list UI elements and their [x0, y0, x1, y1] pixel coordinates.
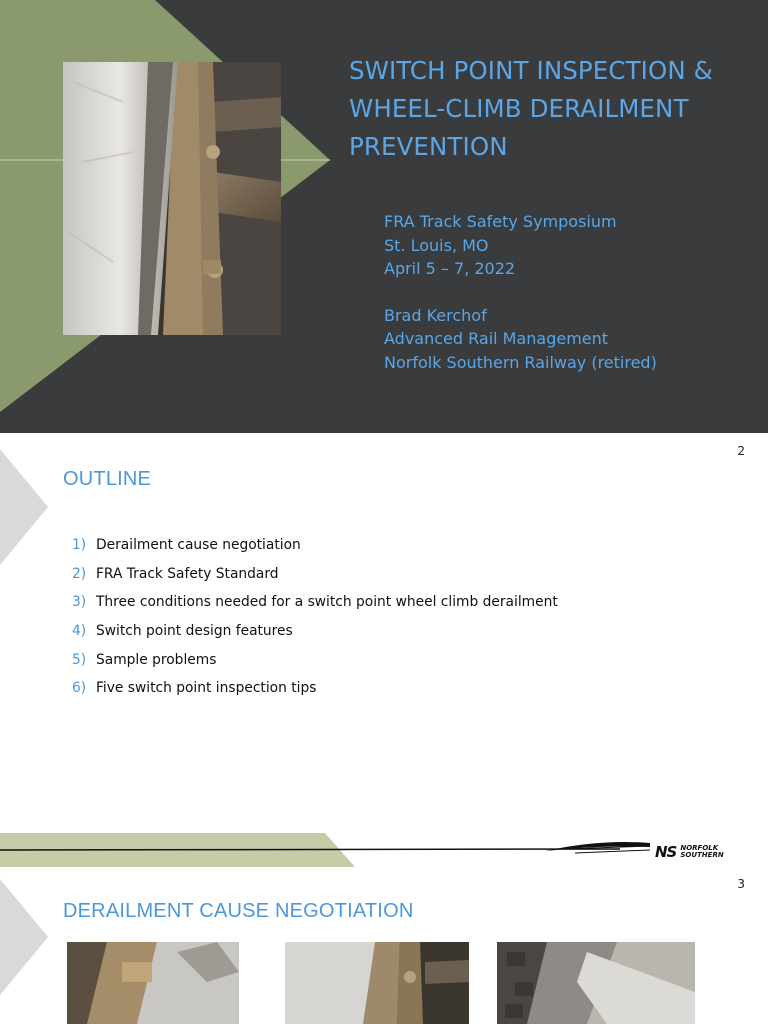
event-dates: April 5 – 7, 2022 — [384, 259, 516, 278]
presenter-name: Brad Kerchof — [384, 305, 487, 325]
logo-name-line-2: SOUTHERN — [680, 851, 724, 859]
grey-chevron-decoration — [0, 449, 50, 565]
title-line-1: SWITCH POINT INSPECTION & — [349, 56, 713, 85]
slide-heading: DERAILMENT CAUSE NEGOTIATION — [63, 900, 414, 922]
rail-switch-point-photo — [63, 62, 281, 335]
page-number: 3 — [737, 877, 745, 891]
logo-name-line-1: NORFOLK — [680, 844, 719, 852]
item-number: 6) — [72, 680, 87, 697]
event-location: St. Louis, MO — [384, 235, 489, 255]
item-number: 2) — [72, 565, 87, 582]
item-number: 4) — [72, 623, 87, 640]
page-number: 2 — [737, 444, 745, 458]
title-line-3: PREVENTION — [349, 132, 508, 161]
item-text: Derailment cause negotiation — [96, 537, 301, 553]
logo-mark: NS — [655, 843, 677, 861]
item-text: Five switch point inspection tips — [96, 680, 317, 697]
presenter-affiliation: Norfolk Southern Railway (retired) — [384, 352, 657, 372]
rail-photo-1 — [67, 942, 239, 1024]
item-number: 5) — [72, 651, 87, 668]
list-item — [72, 652, 558, 681]
item-text: FRA Track Safety Standard — [96, 565, 279, 582]
item-number: 3) — [72, 594, 87, 611]
list-item — [72, 623, 558, 652]
item-text: Switch point design features — [96, 623, 293, 640]
norfolk-southern-logo — [655, 843, 724, 861]
outline-list — [72, 537, 558, 709]
footer-band — [0, 833, 768, 867]
grey-chevron-decoration — [0, 879, 50, 995]
title-slide — [0, 0, 768, 433]
list-item — [72, 594, 558, 623]
derailment-cause-slide — [0, 867, 768, 1024]
rail-photo-2 — [285, 942, 469, 1024]
presenter-company: Advanced Rail Management — [384, 329, 609, 348]
item-number: 1) — [72, 537, 87, 553]
title-line-2: WHEEL-CLIMB DERAILMENT — [349, 94, 689, 123]
slide-heading: OUTLINE — [63, 468, 152, 490]
list-item — [72, 537, 558, 566]
list-item — [72, 566, 558, 595]
event-name: FRA Track Safety Symposium — [384, 212, 617, 231]
presentation-info — [384, 210, 754, 374]
list-item — [72, 680, 558, 709]
rail-photo-3 — [497, 942, 695, 1024]
item-text: Three conditions needed for a switch point wheel climb derailment — [96, 594, 558, 611]
item-text: Sample problems — [96, 651, 217, 668]
outline-slide — [0, 433, 768, 867]
presentation-title — [349, 52, 749, 166]
